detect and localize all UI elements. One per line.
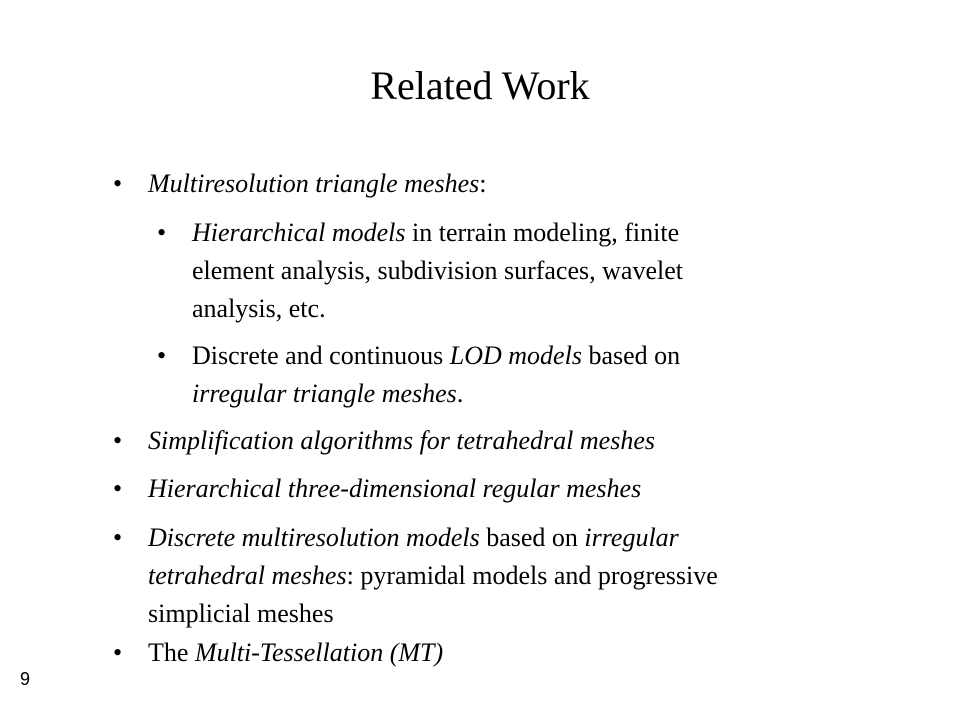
text-segment: in terrain modeling, finite (405, 218, 680, 247)
bullet-item (157, 337, 681, 413)
text-segment: irregular triangle meshes (192, 379, 457, 408)
text-segment: Simplification algorithms for tetrahedral meshes (148, 426, 655, 455)
bullet-dot: • (157, 218, 167, 247)
text-segment: The (148, 638, 195, 667)
bullet-line (148, 557, 718, 595)
text-segment: Hierarchical models (192, 218, 406, 247)
text-segment: tetrahedral meshes (148, 561, 347, 590)
bullet-line (192, 214, 683, 252)
text-segment: Multiresolution triangle meshes (148, 169, 480, 198)
slide-title: Related Work (370, 63, 590, 108)
bullet-dot: • (113, 474, 123, 503)
text-segment: based on (479, 523, 585, 552)
text-segment: Multi-Tessellation (MT) (194, 638, 444, 667)
bullet-item (113, 470, 642, 508)
bullet-dot: • (113, 426, 123, 455)
text-segment: Hierarchical three-dimensional regular meshes (148, 474, 642, 503)
bullet-dot: • (157, 341, 167, 370)
bullet-line (148, 422, 655, 460)
bullet-line (148, 634, 443, 672)
bullet-dot: • (113, 523, 123, 552)
bullet-line (148, 470, 641, 508)
page-number: 9 (20, 669, 31, 689)
text-segment: irregular (584, 523, 679, 552)
bullet-item (113, 165, 487, 203)
text-segment: LOD models (449, 341, 582, 370)
text-segment: Discrete multiresolution models (148, 523, 480, 552)
bullet-dot: • (113, 169, 123, 198)
bullet-dot: • (113, 638, 123, 667)
bullet-line (148, 595, 718, 633)
text-segment: element analysis, subdivision surfaces, wavelet (192, 256, 683, 285)
bullet-line (192, 375, 680, 413)
text-segment: analysis, etc. (192, 294, 326, 323)
bullet-item (113, 422, 655, 460)
bullet-item (113, 519, 718, 633)
bullet-line (192, 252, 683, 290)
bullet-line (148, 519, 718, 557)
bullet-item (157, 214, 683, 328)
bullet-line (192, 337, 680, 375)
text-segment: based on (581, 341, 681, 370)
text-segment: simplicial meshes (148, 599, 334, 628)
text-segment: : (479, 169, 487, 198)
text-segment: : pyramidal models and progressive (346, 561, 718, 590)
bullet-line (148, 165, 486, 203)
bullet-item (113, 634, 444, 672)
text-segment: . (456, 379, 464, 408)
text-segment: Discrete and continuous (192, 341, 450, 370)
bullet-line (192, 290, 683, 328)
